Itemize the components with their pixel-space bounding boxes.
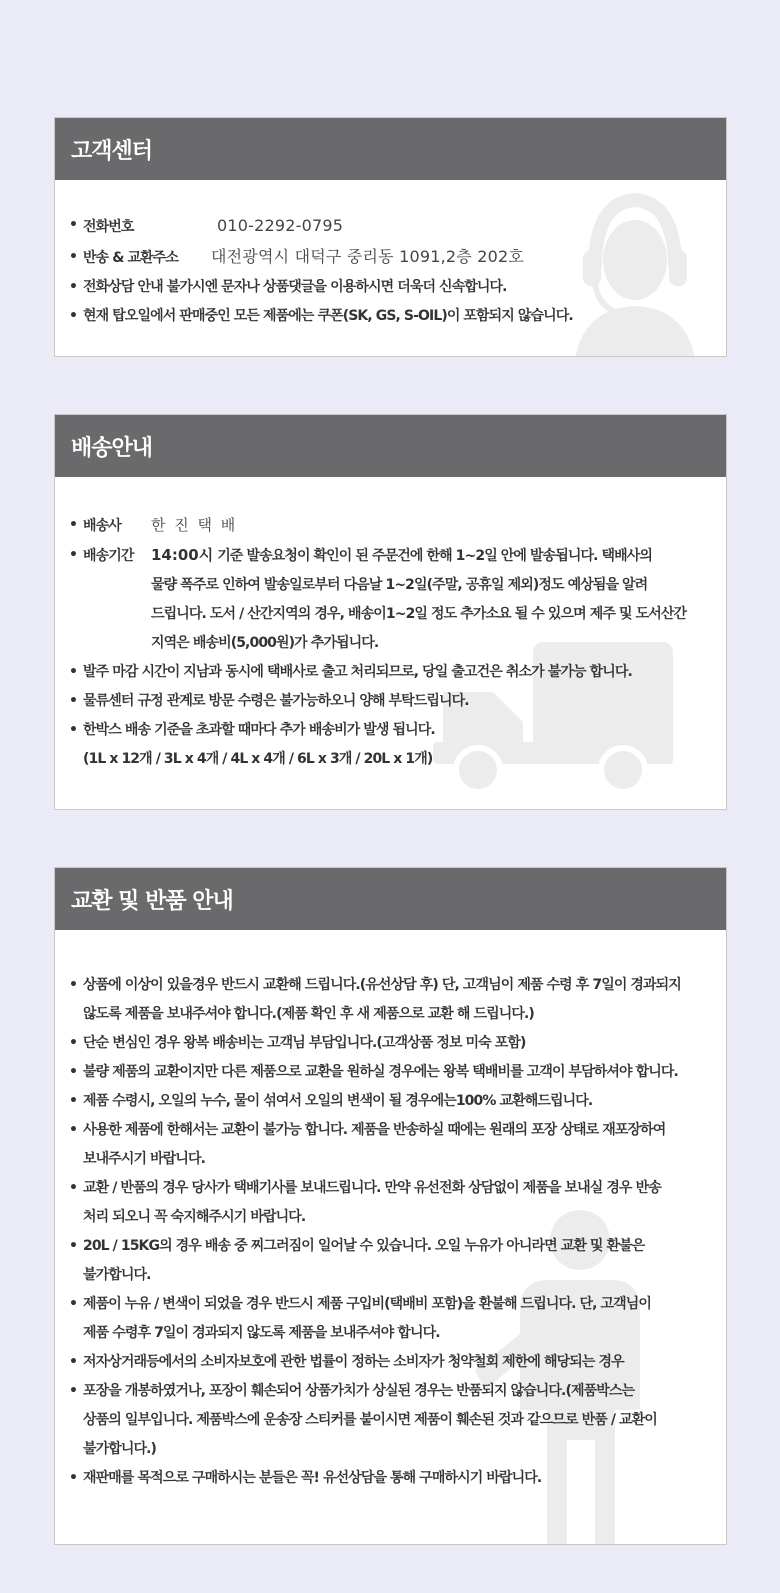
period-text-2: 물량 폭주로 인하여 발송일로부터 다음날 1~2일(주말, 공휴일 제외)정도 예상됨을 알려 bbox=[151, 577, 648, 593]
return-address-value: 대전광역시 대덕구 중리동 1091,2층 202호 bbox=[211, 247, 524, 266]
carrier-row bbox=[69, 511, 712, 541]
shipping-period bbox=[69, 541, 712, 658]
exchange-item-8: • 제품이 누유 / 변색이 되었을 경우 반드시 제품 구입비(택배비 포함)을 환불해 드립니다. 단, 고객님이 제품 수령후 7일이 경과되지 않도록 제품을 보내주셔야 합니다. bbox=[69, 1290, 712, 1348]
extra-fee-note: • 한박스 배송 기준을 초과할 때마다 추가 배송비가 발생 됩니다. bbox=[69, 716, 712, 745]
exchange-section bbox=[54, 867, 727, 1545]
period-text-1: 기준 발송요청이 확인이 된 주문건에 한해 1~2일 안에 발송됩니다. 택배사의 bbox=[213, 548, 653, 564]
box-rule: (1L x 12개 / 3L x 4개 / 4L x 4개 / 6L x 3개 / 20L x 1개) bbox=[83, 751, 433, 767]
exchange-item-1: • 상품에 이상이 있을경우 반드시 교환해 드립니다.(유선상담 후) 단, 고객님이 제품 수령 후 7일이 경과되지 않도록 제품을 보내주셔야 합니다.(제품 확인 후 새 제품으로 교환 해 드립니다.) bbox=[69, 971, 712, 1029]
exchange-item-5: • 사용한 제품에 한해서는 교환이 불가능 합니다. 제품을 반송하실 때에는 원래의 포장 상태로 재포장하여 보내주시기 바랍니다. bbox=[69, 1116, 712, 1174]
period-text-3: 드립니다. 도서 / 산간지역의 경우, 배송이1~2일 정도 추가소요 될 수 있으며 제주 및 도서산간 bbox=[151, 606, 687, 622]
carrier-value: 한 진 택 배 bbox=[151, 516, 238, 534]
period-text-4: 지역은 배송비(5,000원)가 추가됩니다. bbox=[151, 635, 379, 651]
exchange-title: 교환 및 반품 안내 bbox=[55, 868, 726, 930]
carrier-label: 배송사 bbox=[83, 518, 121, 534]
exchange-item-3: • 불량 제품의 교환이지만 다른 제품으로 교환을 원하실 경우에는 왕복 택배비를 고객이 부담하셔야 합니다. bbox=[69, 1058, 712, 1087]
exchange-item-4: • 제품 수령시, 오일의 누수, 물이 섞여서 오일의 변색이 될 경우에는100% 교환해드립니다. bbox=[69, 1087, 712, 1116]
phone-number[interactable]: 010-2292-0795 bbox=[217, 216, 344, 235]
exchange-item-10: • 포장을 개봉하였거나, 포장이 훼손되어 상품가치가 상실된 경우는 반품되지 않습니다.(제품박스는 상품의 일부입니다. 제품박스에 운송장 스티커를 붙이시면 제품이 훼손된 것과 같으므로 반품 / 교환이 불가합니다.) bbox=[69, 1377, 712, 1464]
period-time: 14:00시 bbox=[151, 546, 214, 564]
exchange-item-6: • 교환 / 반품의 경우 당사가 택배기사를 보내드립니다. 만약 유선전화 상담없이 제품을 보내실 경우 반송 처리 되오니 꼭 숙지해주시기 바랍니다. bbox=[69, 1174, 712, 1232]
exchange-item-9: • 저자상거래등에서의 소비자보호에 관한 법률이 정하는 소비자가 청약철회 제한에 해당되는 경우 bbox=[69, 1348, 712, 1377]
exchange-item-2: • 단순 변심인 경우 왕복 배송비는 고객님 부담입니다.(고객상품 정보 미숙 포함) bbox=[69, 1029, 712, 1058]
coupon-note: • 현재 탑오일에서 판매중인 모든 제품에는 쿠폰(SK, GS, S-OIL)이 포함되지 않습니다. bbox=[69, 302, 712, 331]
exchange-item-7: • 20L / 15KG의 경우 배송 중 찌그러짐이 일어날 수 있습니다. 오일 누유가 아니라면 교환 및 환불은 불가합니다. bbox=[69, 1232, 712, 1290]
shipping-title: 배송안내 bbox=[55, 415, 726, 477]
return-address-row bbox=[69, 242, 712, 273]
period-label: 배송기간 bbox=[83, 548, 134, 564]
phone-row bbox=[69, 211, 712, 242]
cutoff-note: • 발주 마감 시간이 지남과 동시에 택배사로 출고 처리되므로, 당일 출고건은 취소가 불가능 합니다. bbox=[69, 658, 712, 687]
exchange-item-11: • 재판매를 목적으로 구매하시는 분들은 꼭! 유선상담을 통해 구매하시기 바랍니다. bbox=[69, 1464, 712, 1493]
customer-center-title: 고객센터 bbox=[55, 118, 726, 180]
phone-unavailable-note: • 전화상담 안내 불가시엔 문자나 상품댓글을 이용하시면 더욱더 신속합니다. bbox=[69, 273, 712, 302]
shipping-section bbox=[54, 414, 727, 810]
phone-label: 전화번호 bbox=[83, 219, 134, 235]
customer-center-section bbox=[54, 117, 727, 357]
return-address-label: 반송 & 교환주소 bbox=[83, 250, 179, 266]
visit-pickup-note: • 물류센터 규정 관계로 방문 수령은 불가능하오니 양해 부탁드립니다. bbox=[69, 687, 712, 716]
